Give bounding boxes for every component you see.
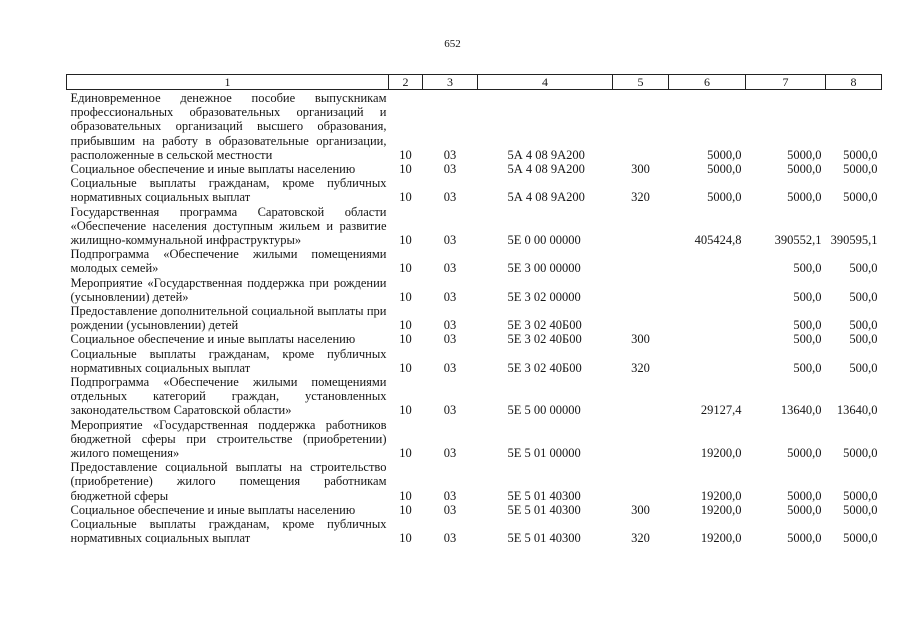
row-amount-col7: 13640,0 (780, 403, 822, 418)
row-name: Социальные выплаты гражданам, кроме публичных нормативных социальных выплат (70, 517, 387, 546)
row-section: 10 (399, 488, 412, 503)
row-name: Государственная программа Саратовской области «Обеспечение населения доступным жильем и развитие жилищно-коммунальной инфраструктуры» (70, 204, 387, 248)
row-amount-col8: 5000,0 (843, 488, 878, 503)
row-name: Предоставление социальной выплаты на строительство (приобретение) жилого помещения работникам бюджетной сферы (70, 460, 387, 503)
row-amount-col6: 29127,4 (700, 403, 742, 418)
row-expense-type: 320 (631, 360, 650, 375)
row-amount-col6 (669, 347, 746, 375)
row-amount-col6 (669, 247, 746, 275)
row-section: 10 (399, 147, 412, 162)
row-target-code: 5Е 5 01 40300 (507, 502, 581, 517)
row-subsection: 03 (443, 531, 457, 546)
row-section: 10 (399, 318, 412, 333)
row-amount-col6: 5000,0 (707, 190, 742, 205)
row-amount-col8: 5000,0 (843, 446, 878, 461)
table-row (67, 205, 882, 248)
row-name: Единовременное денежное пособие выпускникам профессиональных образовательных организаций и образовательных организаций высшего образования, прибывшим на работу в образовательные организации, расположенные в сельской местности (70, 91, 387, 162)
header-col-3: 3 (423, 75, 478, 90)
row-expense-type (613, 304, 669, 332)
row-subsection: 03 (443, 360, 457, 375)
row-name: Мероприятие «Государственная поддержка работников бюджетной сферы при строительстве (приобретении) жилого помещения» (70, 417, 387, 461)
row-subsection: 03 (443, 502, 457, 517)
row-name: Социальное обеспечение и иные выплаты населению (70, 502, 356, 517)
row-expense-type: 320 (631, 190, 650, 205)
row-amount-col7: 500,0 (793, 261, 822, 276)
row-target-code: 5Е 0 00 00000 (507, 233, 581, 248)
row-subsection: 03 (443, 162, 457, 177)
row-amount-col7: 390552,1 (774, 233, 822, 248)
row-section: 10 (399, 289, 412, 304)
row-name: Социальные выплаты гражданам, кроме публичных нормативных социальных выплат (70, 176, 387, 205)
row-target-code: 5Е 3 00 00000 (507, 261, 581, 276)
row-subsection: 03 (443, 403, 457, 418)
table-row (67, 176, 882, 204)
row-subsection: 03 (443, 289, 457, 304)
row-target-code: 5Е 5 01 40300 (507, 531, 581, 546)
row-amount-col6: 405424,8 (694, 233, 742, 248)
table-row (67, 276, 882, 304)
row-section: 10 (399, 261, 412, 276)
row-amount-col8: 5000,0 (843, 531, 878, 546)
table-row (67, 460, 882, 503)
row-expense-type (613, 247, 669, 275)
table-row (67, 247, 882, 275)
table-body (67, 90, 882, 546)
row-amount-col7: 5000,0 (787, 488, 822, 503)
row-section: 10 (399, 531, 412, 546)
table-row (67, 375, 882, 418)
row-subsection: 03 (443, 488, 457, 503)
row-expense-type: 300 (631, 162, 650, 177)
row-section: 10 (399, 360, 412, 375)
table-header (67, 75, 882, 90)
row-target-code: 5Е 3 02 40Б00 (507, 318, 582, 333)
row-amount-col6: 5000,0 (707, 147, 742, 162)
row-amount-col6 (669, 304, 746, 332)
row-subsection: 03 (443, 446, 457, 461)
row-amount-col6: 5000,0 (707, 162, 742, 177)
row-amount-col7: 5000,0 (787, 502, 822, 517)
row-subsection: 03 (443, 190, 457, 205)
row-amount-col8: 5000,0 (843, 162, 878, 177)
table-row (67, 517, 882, 545)
row-subsection: 03 (443, 261, 457, 276)
row-section: 10 (399, 233, 412, 248)
row-amount-col8: 500,0 (849, 261, 878, 276)
row-section: 10 (399, 190, 412, 205)
row-target-code: 5А 4 08 9А200 (507, 162, 585, 177)
header-col-2: 2 (389, 75, 423, 90)
row-name: Социальное обеспечение и иные выплаты населению (70, 162, 356, 177)
row-subsection: 03 (443, 318, 457, 333)
row-section: 10 (399, 446, 412, 461)
header-col-7: 7 (746, 75, 826, 90)
row-expense-type (613, 418, 669, 461)
row-section: 10 (399, 403, 412, 418)
budget-table-sheet (66, 74, 881, 546)
table-row (67, 90, 882, 163)
header-col-1: 1 (67, 75, 389, 90)
row-amount-col8: 500,0 (849, 318, 878, 333)
table-row (67, 503, 882, 517)
row-section: 10 (399, 162, 412, 177)
row-name: Социальное обеспечение и иные выплаты населению (70, 332, 356, 347)
row-target-code: 5Е 5 00 00000 (507, 403, 581, 418)
row-amount-col8: 5000,0 (843, 147, 878, 162)
row-amount-col6 (669, 332, 746, 346)
row-amount-col8: 500,0 (849, 289, 878, 304)
row-subsection: 03 (443, 233, 457, 248)
row-amount-col8: 500,0 (849, 360, 878, 375)
row-amount-col6: 19200,0 (700, 488, 742, 503)
row-amount-col8: 5000,0 (843, 502, 878, 517)
row-expense-type (613, 375, 669, 418)
header-col-6: 6 (669, 75, 746, 90)
row-amount-col6: 19200,0 (700, 531, 742, 546)
row-amount-col7: 500,0 (793, 318, 822, 333)
row-target-code: 5Е 3 02 40Б00 (507, 332, 582, 347)
row-amount-col7: 500,0 (793, 289, 822, 304)
row-amount-col6 (669, 276, 746, 304)
row-expense-type: 300 (631, 502, 650, 517)
row-section: 10 (399, 502, 412, 517)
row-name: Социальные выплаты гражданам, кроме публичных нормативных социальных выплат (70, 346, 387, 375)
budget-table (66, 74, 882, 546)
row-amount-col7: 5000,0 (787, 162, 822, 177)
row-expense-type (613, 205, 669, 248)
row-amount-col6: 19200,0 (700, 446, 742, 461)
row-amount-col7: 5000,0 (787, 147, 822, 162)
row-amount-col8: 5000,0 (843, 190, 878, 205)
row-expense-type (613, 90, 669, 163)
row-expense-type (613, 276, 669, 304)
header-col-4: 4 (478, 75, 613, 90)
row-name: Предоставление дополнительной социальной выплаты при рождении (усыновлении) детей (70, 304, 387, 333)
row-name: Подпрограмма «Обеспечение жилыми помещениями отдельных категорий граждан, установленных законодательством Саратовской области» (70, 375, 387, 418)
table-row (67, 418, 882, 461)
row-target-code: 5Е 5 01 00000 (507, 446, 581, 461)
row-amount-col8: 500,0 (849, 332, 878, 347)
row-amount-col8: 13640,0 (836, 403, 878, 418)
row-amount-col7: 5000,0 (787, 190, 822, 205)
row-amount-col7: 5000,0 (787, 446, 822, 461)
row-subsection: 03 (443, 147, 457, 162)
row-target-code: 5Е 5 01 40300 (507, 488, 581, 503)
row-expense-type: 320 (631, 531, 650, 546)
row-amount-col6: 19200,0 (700, 502, 742, 517)
header-row (67, 75, 882, 90)
row-subsection: 03 (443, 332, 457, 347)
table-row (67, 162, 882, 176)
table-row (67, 332, 882, 346)
table-row (67, 304, 882, 332)
row-expense-type: 300 (631, 332, 650, 347)
page-number: 652 (444, 38, 461, 50)
row-amount-col7: 500,0 (793, 332, 822, 347)
row-target-code: 5А 4 08 9А200 (507, 190, 585, 205)
row-target-code: 5А 4 08 9А200 (507, 147, 585, 162)
row-name: Мероприятие «Государственная поддержка при рождении (усыновлении) детей» (70, 275, 387, 304)
row-section: 10 (399, 332, 412, 347)
header-col-8: 8 (826, 75, 882, 90)
row-amount-col7: 500,0 (793, 360, 822, 375)
row-target-code: 5Е 3 02 00000 (507, 289, 581, 304)
header-col-5: 5 (613, 75, 669, 90)
row-amount-col7: 5000,0 (787, 531, 822, 546)
row-name: Подпрограмма «Обеспечение жилыми помещениями молодых семей» (70, 247, 387, 276)
table-row (67, 347, 882, 375)
row-target-code: 5Е 3 02 40Б00 (507, 360, 582, 375)
row-expense-type (613, 460, 669, 503)
row-amount-col8: 390595,1 (830, 233, 878, 248)
